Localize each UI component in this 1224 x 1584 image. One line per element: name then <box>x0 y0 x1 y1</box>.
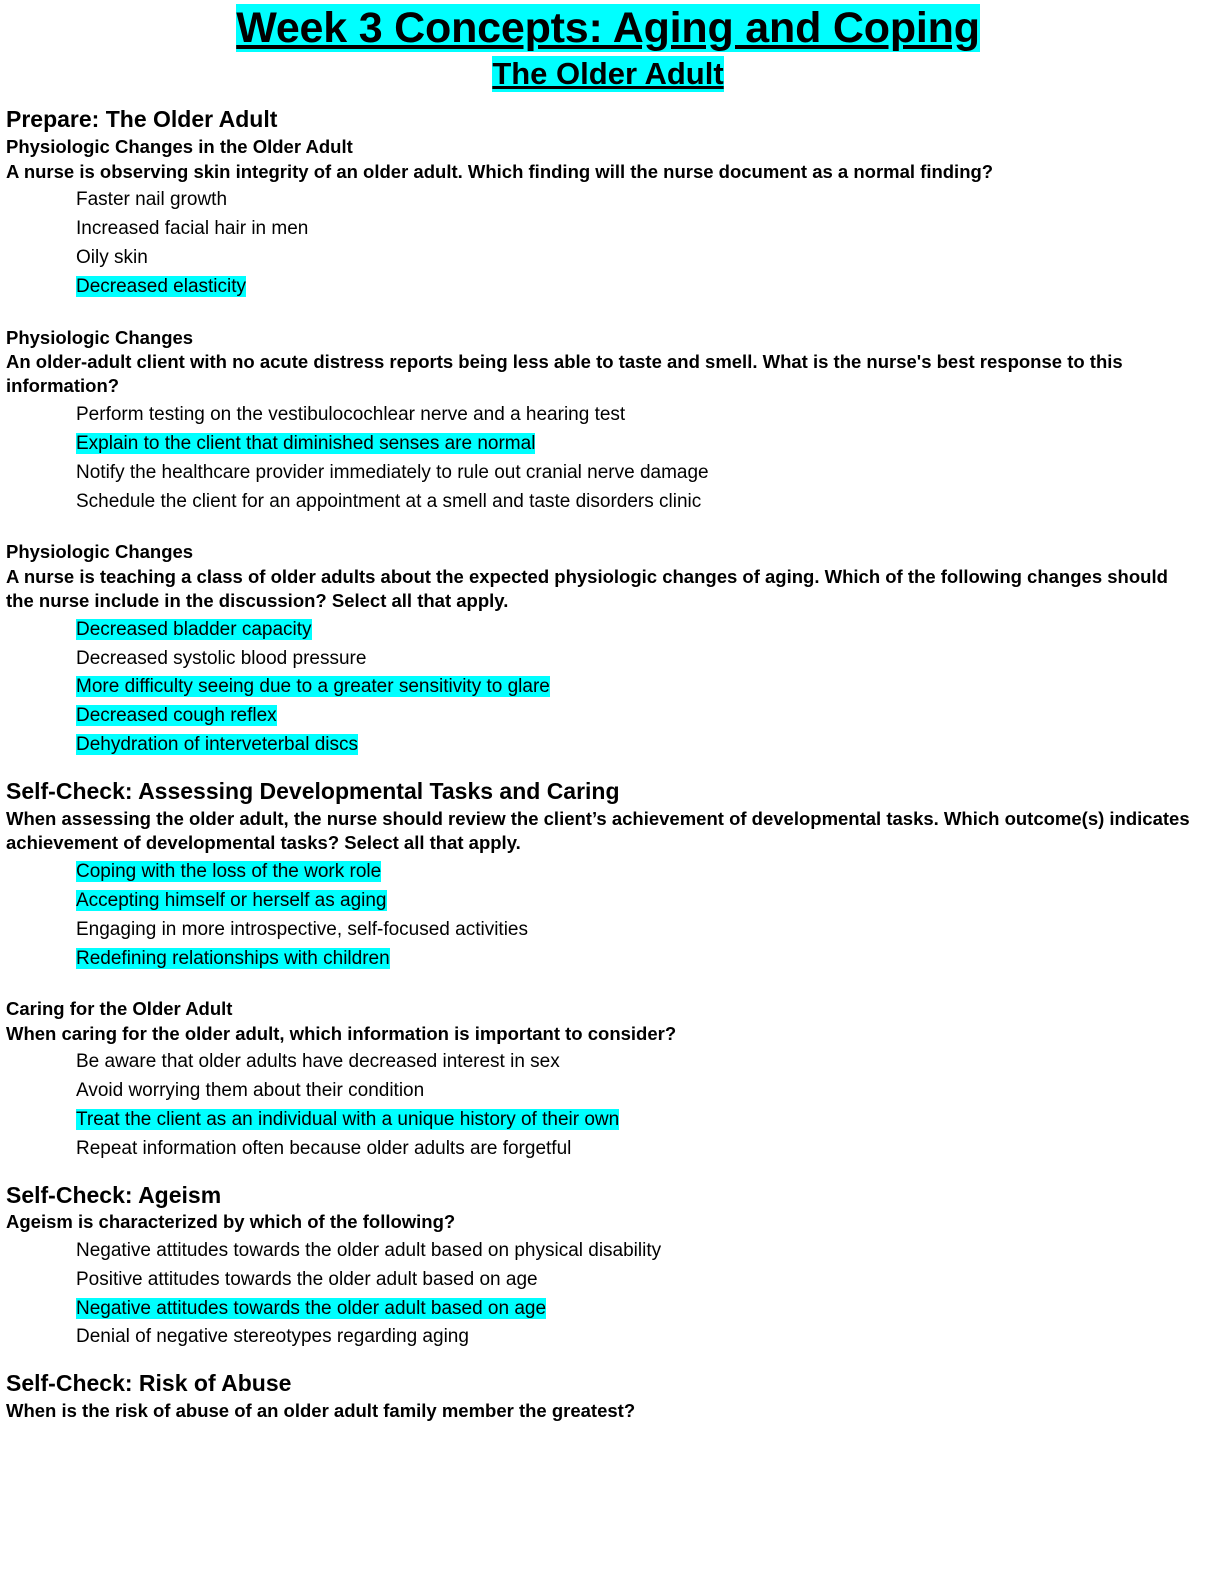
answer-options-list <box>6 616 1210 760</box>
answer-option[interactable] <box>6 1135 1210 1164</box>
question-text: Ageism is characterized by which of the following? <box>6 1211 456 1233</box>
document-body <box>6 106 1210 1424</box>
answer-option-label: Negative attitudes towards the older adult based on age <box>76 1297 547 1319</box>
answer-options-list <box>6 186 1210 302</box>
section-heading: Prepare: The Older Adult <box>6 105 278 132</box>
spacer <box>6 302 1210 324</box>
answer-option[interactable] <box>6 916 1210 945</box>
answer-option[interactable] <box>6 1237 1210 1266</box>
section-heading: Self-Check: Risk of Abuse <box>6 1370 292 1397</box>
answer-option[interactable] <box>6 1077 1210 1106</box>
question-subheading: Physiologic Changes <box>6 541 194 563</box>
answer-option-highlighted[interactable] <box>6 273 1210 302</box>
question-text: A nurse is teaching a class of older adults about the expected physiologic changes of aging. Which of the following changes should the nurse include in the discussion? Select all that apply. <box>6 565 1168 612</box>
answer-option-highlighted[interactable] <box>6 1295 1210 1324</box>
question-text: When caring for the older adult, which information is important to consider? <box>6 1022 677 1044</box>
answer-option[interactable] <box>6 244 1210 273</box>
answer-option-label: Decreased systolic blood pressure <box>76 647 367 669</box>
question-block <box>6 1399 1210 1424</box>
answer-option-highlighted[interactable] <box>6 945 1210 974</box>
answer-option-highlighted[interactable] <box>6 673 1210 702</box>
answer-option-highlighted[interactable] <box>6 702 1210 731</box>
question-subheading: Physiologic Changes in the Older Adult <box>6 136 353 158</box>
answer-option[interactable] <box>6 1048 1210 1077</box>
answer-option-label: Increased facial hair in men <box>76 217 309 239</box>
answer-option-label: Engaging in more introspective, self-focused activities <box>76 918 529 940</box>
answer-option-label: Positive attitudes towards the older adult based on age <box>76 1268 538 1290</box>
answer-option-label: Oily skin <box>76 246 148 268</box>
answer-option-label: Denial of negative stereotypes regarding aging <box>76 1326 469 1348</box>
answer-option-label: Perform testing on the vestibulocochlear nerve and a hearing test <box>76 403 626 425</box>
answer-option-label: Dehydration of interveterbal discs <box>76 734 358 756</box>
question-block <box>6 997 1210 1163</box>
answer-option[interactable] <box>6 401 1210 430</box>
question-block <box>6 807 1210 974</box>
answer-option-label: Faster nail growth <box>76 189 228 211</box>
answer-option[interactable] <box>6 1323 1210 1352</box>
answer-option-label: Redefining relationships with children <box>76 947 390 969</box>
answer-option[interactable] <box>6 645 1210 674</box>
answer-option[interactable] <box>6 488 1210 517</box>
page-subtitle: The Older Adult <box>492 56 724 92</box>
answer-option-label: Notify the healthcare provider immediately to rule out cranial nerve damage <box>76 461 709 483</box>
answer-option-label: Avoid worrying them about their condition <box>76 1079 425 1101</box>
answer-option-highlighted[interactable] <box>6 731 1210 760</box>
answer-option-label: Schedule the client for an appointment at a smell and taste disorders clinic <box>76 490 702 512</box>
question-block <box>6 326 1210 517</box>
answer-option-label: Coping with the loss of the work role <box>76 860 382 882</box>
section-heading: Self-Check: Ageism <box>6 1181 222 1208</box>
answer-option-highlighted[interactable] <box>6 887 1210 916</box>
answer-option-label: Treat the client as an individual with a unique history of their own <box>76 1108 620 1130</box>
answer-option-highlighted[interactable] <box>6 858 1210 887</box>
question-subheading: Caring for the Older Adult <box>6 998 233 1020</box>
answer-option-label: Decreased elasticity <box>76 275 247 297</box>
answer-options-list <box>6 1237 1210 1353</box>
spacer <box>6 973 1210 995</box>
question-text: An older-adult client with no acute distress reports being less able to taste and smell. What is the nurse's best response to this information? <box>6 350 1123 397</box>
question-text: When is the risk of abuse of an older adult family member the greatest? <box>6 1399 636 1421</box>
answer-options-list <box>6 858 1210 974</box>
question-block <box>6 540 1210 760</box>
question-subheading: Physiologic Changes <box>6 326 194 348</box>
answer-option-highlighted[interactable] <box>6 430 1210 459</box>
question-block <box>6 135 1210 301</box>
title-area <box>6 4 1210 52</box>
answer-options-list <box>6 401 1210 517</box>
answer-option[interactable] <box>6 459 1210 488</box>
answer-option-label: Repeat information often because older adults are forgetful <box>76 1137 572 1159</box>
subtitle-area <box>6 52 1210 92</box>
answer-option-label: More difficulty seeing due to a greater sensitivity to glare <box>76 676 550 698</box>
page-title: Week 3 Concepts: Aging and Coping <box>236 4 980 52</box>
answer-option[interactable] <box>6 1266 1210 1295</box>
question-text: A nurse is observing skin integrity of an older adult. Which finding will the nurse document as a normal finding? <box>6 160 994 182</box>
answer-option-label: Negative attitudes towards the older adult based on physical disability <box>76 1239 662 1261</box>
spacer <box>6 516 1210 538</box>
answer-option-highlighted[interactable] <box>6 1106 1210 1135</box>
answer-option[interactable] <box>6 186 1210 215</box>
section-heading: Self-Check: Assessing Developmental Tasks and Caring <box>6 778 620 805</box>
answer-option-label: Decreased cough reflex <box>76 705 277 727</box>
answer-option-label: Accepting himself or herself as aging <box>76 889 387 911</box>
answer-option-label: Be aware that older adults have decreased interest in sex <box>76 1051 560 1073</box>
answer-option-label: Explain to the client that diminished senses are normal <box>76 432 536 454</box>
question-block <box>6 1210 1210 1352</box>
answer-options-list <box>6 1048 1210 1164</box>
answer-option-label: Decreased bladder capacity <box>76 618 312 640</box>
answer-option-highlighted[interactable] <box>6 616 1210 645</box>
answer-option[interactable] <box>6 215 1210 244</box>
question-text: When assessing the older adult, the nurse should review the client’s achievement of developmental tasks. Which outcome(s) indicates achievement of developmental tasks? Select all that apply. <box>6 807 1190 854</box>
